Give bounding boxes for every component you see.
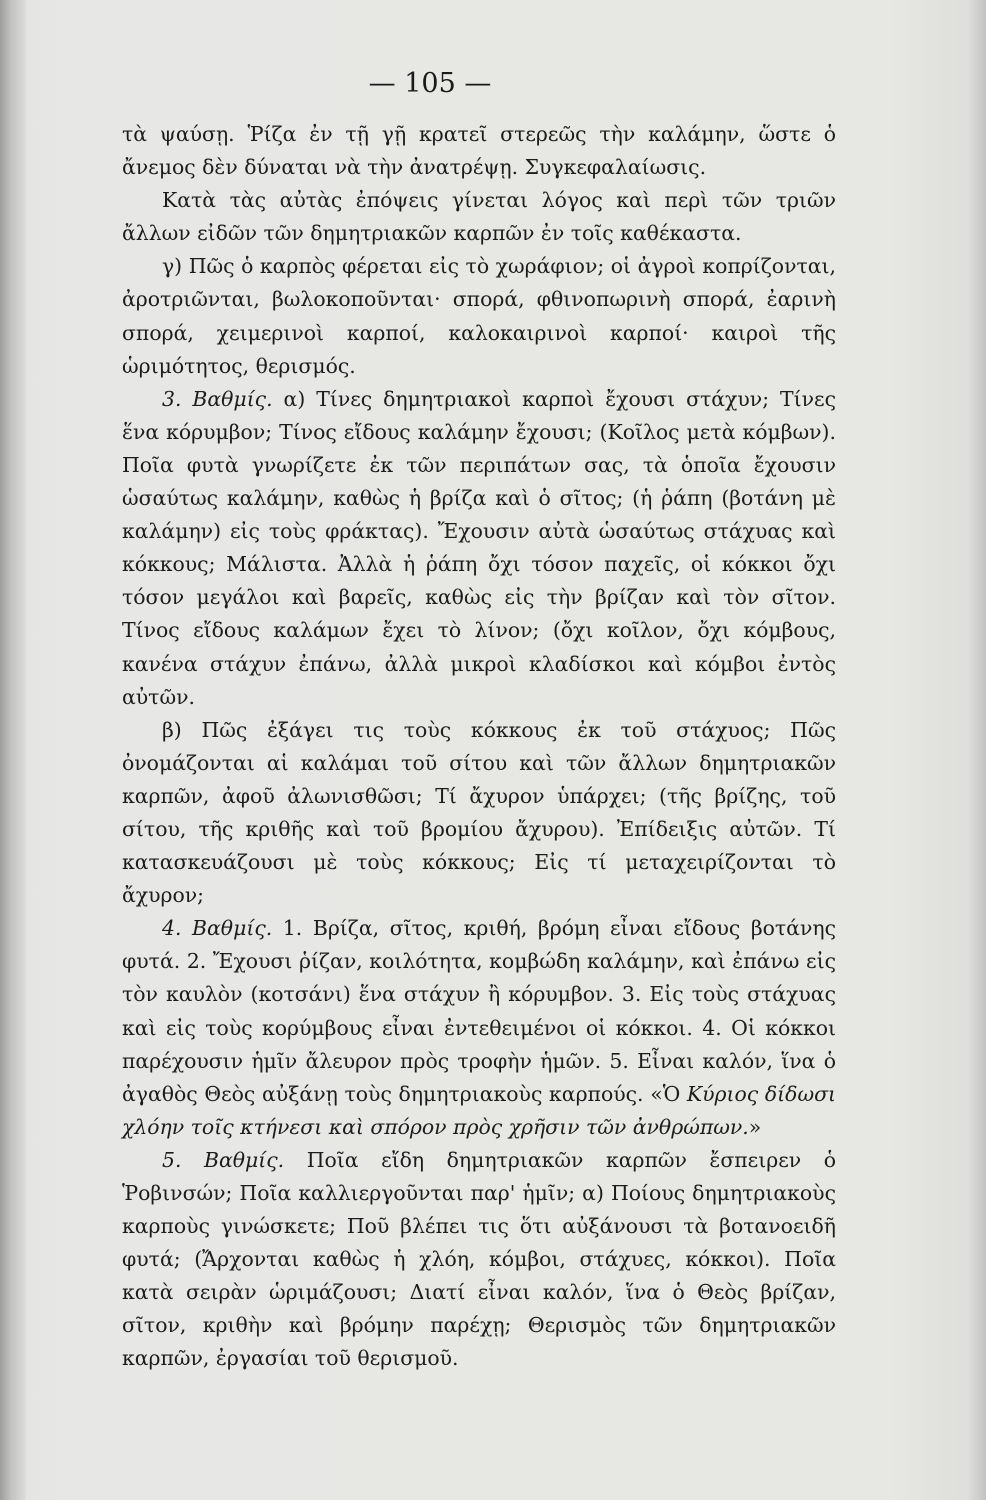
paragraph-4 [122,383,836,714]
paragraph-6 [122,912,836,1144]
body-text [122,118,836,1376]
quotation-close: » [748,1114,762,1139]
paragraph-text: β) Πῶς ἐξάγει τις τοὺς κόκκους ἐκ τοῦ στάχυος; Πῶς ὀνομάζονται αἱ καλάμαι τοῦ σίτου καὶ τῶν ἄλλων δημητριακῶν καρπῶν, ἀφοῦ ἀλωνισθῶσι; Τί ἄχυρον ὑπάρχει; (τῆς βρίζης, τοῦ σίτου, τῆς κριθῆς καὶ τοῦ βρομίου ἄχυρου). Ἐπίδειξις αὐτῶν. Τί κατασκευάζουσι μὲ τοὺς κόκκους; Εἰς τί μεταχειρίζονται τὸ ἄχυρον; [122,717,836,908]
paragraph-1 [122,118,836,184]
paragraph-2 [122,184,836,250]
paragraph-3 [122,250,836,382]
paragraph-5 [122,714,836,913]
quotation: Κύριος δίδωσι χλόην τοῖς κτήνεσι καὶ σπόρον πρὸς χρῆσιν τῶν ἀνθρώπων. [122,1081,836,1139]
paragraph-text: τὰ ψαύσῃ. Ῥίζα ἐν τῇ γῇ κρατεῖ στερεῶς τὴν καλάμην, ὥστε ὁ ἄνεμος δὲν δύναται νὰ τὴν ἀνατρέψῃ. Συγκεφαλαίωσις. [122,122,836,180]
paragraph-7 [122,1144,836,1376]
section-label: 3. Βαθμίς. [162,386,273,411]
page-edge-shadow [968,0,986,1500]
page-spine-shadow [0,0,26,1500]
paragraph-text: 1. Βρίζα, σῖτος, κριθή, βρόμη εἶναι εἴδους βοτάνης φυτά. 2. Ἔχουσι ῥίζαν, κοιλότητα, κομβώδη καλάμην, καὶ ἐπάνω εἰς τὸν καυλὸν (κοτσάνι) ἕνα στάχυν ἢ κόρυμβον. 3. Εἰς τοὺς στάχυας καὶ εἰς τοὺς κορύμβους εἶναι ἐντεθειμένοι οἱ κόκκοι. 4. Οἱ κόκκοι παρέχουσιν ἡμῖν ἄλευρον πρὸς τροφὴν ἡμῶν. 5. Εἶναι καλόν, ἵνα ὁ ἀγαθὸς Θεὸς αὐξάνῃ τοὺς δημητριακοὺς καρπούς. «Ὁ [122,916,836,1106]
paragraph-text: γ) Πῶς ὁ καρπὸς φέρεται εἰς τὸ χωράφιον; οἱ ἀγροὶ κοπρίζονται, ἀροτριῶνται, βωλοκοποῦνται· σπορά, φθινοπωρινὴ σπορά, ἐαρινὴ σπορά, χειμερινοὶ καρποί, καλοκαιρινοὶ καρποί· καιροὶ τῆς ὡριμότητος, θερισμός. [122,254,836,378]
page-number: — 105 — [368,68,492,99]
paragraph-text: Κατὰ τὰς αὐτὰς ἐπόψεις γίνεται λόγος καὶ περὶ τῶν τριῶν ἄλλων εἰδῶν τῶν δημητριακῶν καρπῶν ἐν τοῖς καθέκαστα. [122,188,836,246]
paragraph-text: α) Τίνες δημητριακοὶ καρποὶ ἔχουσι στάχυν; Τίνες ἕνα κόρυμβον; Τίνος εἴδους καλάμην ἔχουσι; (Κοῖλος μετὰ κόμβων). Ποῖα φυτὰ γνωρίζετε ἐκ τῶν περιπάτων σας, τὰ ὁποῖα ἔχουσιν ὡσαύτως καλάμην, καθὼς ἡ βρίζα καὶ ὁ σῖτος; (ἡ ῥάπη (βοτάνη μὲ καλάμην) εἰς τοὺς φράκτας). Ἔχουσιν αὐτὰ ὡσαύτως στάχυας καὶ κόκκους; Μάλιστα. Ἀλλὰ ἡ ῥάπη ὄχι τόσον παχεῖς, οἱ κόκκοι ὄχι τόσον μεγάλοι καὶ βαρεῖς, καθὼς εἰς τὴν βρίζαν καὶ τὸν σῖτον. Τίνος εἴδους καλάμων ἔχει τὸ λίνον; (ὄχι κοῖλον, ὄχι κόμβους, κανένα στάχυν ἐπάνω, ἀλλὰ μικροὶ κλαδίσκοι καὶ κόμβοι ἐντὸς αὐτῶν. [122,386,836,709]
section-label: 5. Βαθμίς. [162,1147,285,1172]
paragraph-text: Ποῖα εἴδη δημητριακῶν καρπῶν ἔσπειρεν ὁ Ῥοβινσών; Ποῖα καλλιεργοῦνται παρ' ἡμῖν; α) Ποίους δημητριακοὺς καρποὺς γινώσκετε; Ποῦ βλέπει τις ὅτι αὐξάνουσι τὰ βοτανοειδῆ φυτά; (Ἄρχονται καθὼς ἡ χλόη, κόμβοι, στάχυες, κόκκοι). Ποῖα κατὰ σειρὰν ὡριμάζουσι; Διατί εἶναι καλόν, ἵνα ὁ Θεὸς βρίζαν, σῖτον, κριθὴν καὶ βρόμην παρέχῃ; Θερισμὸς τῶν δημητριακῶν καρπῶν, ἐργασίαι τοῦ θερισμοῦ. [122,1147,836,1371]
section-label: 4. Βαθμίς. [162,916,273,941]
